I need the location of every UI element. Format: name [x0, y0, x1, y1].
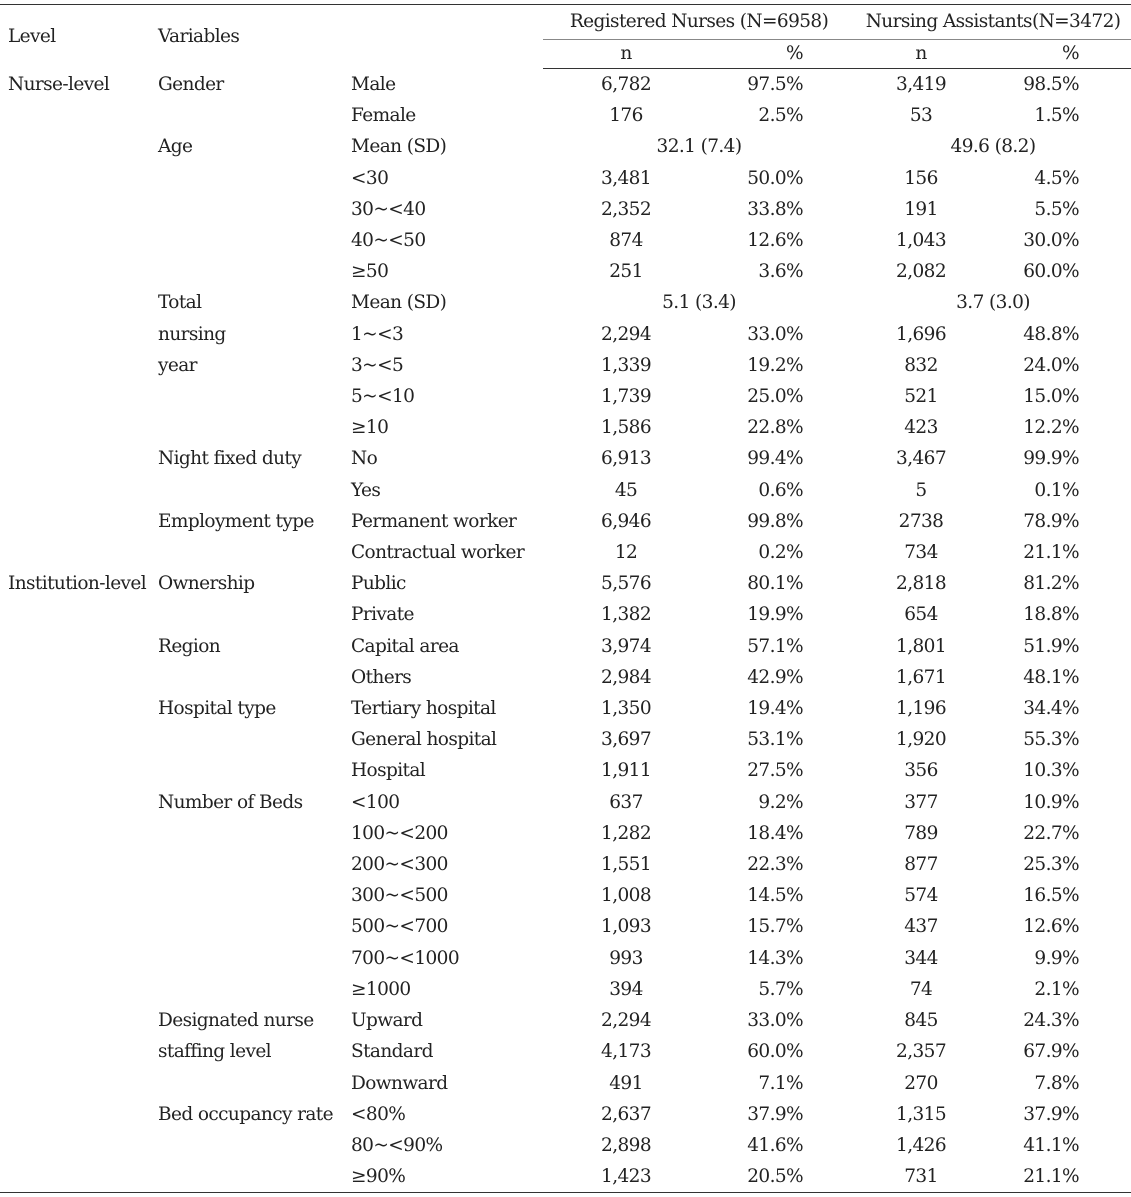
cell-level	[0, 443, 158, 474]
cell-na-n: 845	[904, 1010, 938, 1032]
cell-rn-pct: 33.0%	[747, 323, 804, 345]
cell-level	[0, 163, 158, 194]
cell-variable	[158, 724, 351, 755]
cell-level: Institution-level	[8, 573, 147, 595]
cell-na-n: 191	[904, 198, 938, 220]
cell-na-pct: 16.5%	[1023, 885, 1080, 907]
cell-na-mean-sd: 3.7 (3.0)	[956, 292, 1030, 314]
cell-na-pct: 60.0%	[1023, 261, 1080, 283]
cell-variable	[158, 662, 351, 693]
cell-variable	[158, 537, 351, 568]
table-row	[0, 755, 1131, 786]
cell-rn-pct: 99.8%	[747, 510, 804, 532]
table-row	[0, 256, 1131, 287]
cell-level	[0, 350, 158, 381]
table-row	[0, 100, 1131, 131]
cell-variable	[158, 225, 351, 256]
cell-level	[0, 256, 158, 287]
table-row	[0, 943, 1131, 974]
cell-variable	[158, 475, 351, 506]
cell-na-n: 2,818	[896, 573, 946, 595]
cell-level	[0, 225, 158, 256]
cell-na-pct: 10.3%	[1023, 760, 1080, 782]
cell-level	[0, 194, 158, 225]
table-row	[0, 537, 1131, 568]
cell-category: Hospital	[351, 760, 426, 782]
cell-na-pct: 15.0%	[1023, 386, 1080, 408]
cell-na-n: 3,419	[896, 74, 946, 95]
cell-rn-pct: 0.6%	[758, 479, 804, 501]
cell-variable: Hospital type	[158, 698, 276, 720]
cell-rn-n: 2,637	[601, 1103, 651, 1125]
cell-category: No	[351, 448, 378, 470]
cell-category: Private	[351, 604, 414, 626]
cell-rn-pct: 57.1%	[747, 635, 804, 657]
cell-level	[0, 1068, 158, 1099]
cell-na-pct: 78.9%	[1023, 510, 1080, 532]
table-row	[0, 631, 1131, 662]
cell-rn-pct: 20.5%	[709, 1161, 855, 1193]
cell-rn-pct: 22.3%	[747, 854, 804, 876]
table-row	[0, 319, 1131, 350]
cell-level	[0, 693, 158, 724]
cell-rn-pct: 14.3%	[747, 947, 804, 969]
cell-category: Tertiary hospital	[351, 698, 496, 720]
demographics-table	[0, 4, 1131, 1193]
cell-na-pct: 48.1%	[1023, 666, 1080, 688]
cell-level	[0, 631, 158, 662]
cell-level	[0, 880, 158, 911]
cell-category: Male	[351, 73, 396, 95]
cell-category: 300~<500	[351, 885, 448, 907]
header-row	[0, 5, 1131, 40]
cell-category: 30~<40	[351, 198, 426, 220]
cell-variable: Night fixed duty	[158, 448, 302, 470]
subheader-rn-n: n	[543, 40, 709, 69]
cell-variable: staffing level	[158, 1041, 271, 1063]
cell-category: <80%	[351, 1103, 406, 1125]
cell-na-n: 1,671	[896, 666, 946, 688]
cell-rn-pct: 22.8%	[747, 417, 804, 439]
cell-rn-n: 1,586	[601, 417, 651, 439]
cell-na-n: 437	[904, 916, 938, 938]
cell-na-n: 3,467	[896, 448, 946, 470]
cell-na-pct: 18.8%	[1023, 604, 1080, 626]
cell-variable: Gender	[158, 73, 224, 95]
cell-na-pct: 21.1%	[987, 1161, 1131, 1193]
header-variables: Variables	[158, 5, 543, 69]
cell-na-n: 1,196	[896, 698, 946, 720]
cell-category: Public	[351, 573, 406, 595]
cell-rn-pct: 19.2%	[747, 354, 804, 376]
cell-na-n: 1,801	[896, 635, 946, 657]
cell-category: Female	[351, 105, 416, 127]
cell-category: 3~<5	[351, 354, 404, 376]
cell-rn-pct: 33.8%	[747, 198, 804, 220]
cell-rn-pct: 41.6%	[747, 1134, 804, 1156]
cell-category: ≥1000	[351, 978, 411, 1000]
cell-rn-n: 2,898	[601, 1134, 651, 1156]
cell-na-n: 832	[904, 354, 938, 376]
cell-level	[0, 381, 158, 412]
cell-na-pct: 12.6%	[1023, 916, 1080, 938]
cell-na-n: 344	[904, 947, 938, 969]
table-row	[0, 1036, 1131, 1067]
cell-variable: year	[158, 354, 197, 376]
cell-category: 100~<200	[351, 822, 448, 844]
cell-na-n: 377	[904, 791, 938, 813]
cell-level	[0, 131, 158, 162]
cell-na-pct: 24.0%	[1023, 354, 1080, 376]
cell-rn-mean-sd: 32.1 (7.4)	[656, 136, 742, 158]
cell-na-pct: 48.8%	[1023, 323, 1080, 345]
cell-variable	[158, 599, 351, 630]
cell-rn-n: 6,946	[601, 510, 651, 532]
cell-level	[0, 943, 158, 974]
cell-rn-n: 12	[614, 542, 638, 564]
cell-rn-n: 2,294	[601, 1010, 651, 1032]
cell-rn-pct: 25.0%	[747, 386, 804, 408]
cell-na-n: 356	[904, 760, 938, 782]
table-row	[0, 724, 1131, 755]
header-nursing-assistants: Nursing Assistants(N=3472)	[855, 5, 1131, 40]
cell-category: Capital area	[351, 635, 459, 657]
cell-rn-pct: 19.9%	[747, 604, 804, 626]
table-row	[0, 1130, 1131, 1161]
cell-na-n: 2738	[898, 510, 944, 532]
cell-category: General hospital	[351, 729, 497, 751]
cell-na-pct: 24.3%	[1023, 1010, 1080, 1032]
cell-na-n: 1,315	[896, 1103, 946, 1125]
cell-rn-n: 394	[609, 978, 643, 1000]
cell-rn-n: 2,984	[601, 666, 651, 688]
cell-na-pct: 9.9%	[1034, 947, 1080, 969]
table-row	[0, 1005, 1131, 1036]
cell-variable	[158, 755, 351, 786]
cell-category: 80~<90%	[351, 1134, 443, 1156]
cell-variable	[158, 911, 351, 942]
cell-na-n: 734	[904, 542, 938, 564]
cell-level	[0, 787, 158, 818]
cell-rn-n: 1,339	[601, 354, 651, 376]
subheader-na-n: n	[855, 40, 987, 69]
cell-na-n: 423	[904, 417, 938, 439]
table-row	[0, 1068, 1131, 1099]
cell-rn-pct: 33.0%	[747, 1010, 804, 1032]
cell-rn-n: 251	[609, 261, 643, 283]
cell-variable: Employment type	[158, 510, 314, 532]
table-row	[0, 974, 1131, 1005]
table-row	[0, 475, 1131, 506]
cell-na-n: 574	[904, 885, 938, 907]
cell-variable	[158, 381, 351, 412]
cell-category: Permanent worker	[351, 510, 517, 532]
cell-rn-n: 1,739	[601, 386, 651, 408]
cell-category: 500~<700	[351, 916, 448, 938]
cell-category: <100	[351, 791, 400, 813]
cell-category: Mean (SD)	[351, 292, 447, 314]
cell-variable	[158, 1161, 351, 1193]
cell-variable	[158, 880, 351, 911]
cell-na-n: 156	[904, 167, 938, 189]
cell-level	[0, 974, 158, 1005]
cell-level	[0, 287, 158, 318]
cell-variable: Designated nurse	[158, 1010, 314, 1032]
cell-level	[0, 599, 158, 630]
cell-na-pct: 41.1%	[1023, 1134, 1080, 1156]
cell-category: 40~<50	[351, 230, 426, 252]
cell-level	[0, 662, 158, 693]
cell-rn-pct: 97.5%	[747, 74, 804, 95]
cell-na-n: 1,043	[896, 230, 946, 252]
cell-na-pct: 37.9%	[1023, 1103, 1080, 1125]
cell-variable: Number of Beds	[158, 791, 303, 813]
table-row	[0, 506, 1131, 537]
cell-variable: Ownership	[158, 573, 255, 595]
cell-na-pct: 21.1%	[1023, 542, 1080, 564]
cell-na-n: 74	[909, 978, 933, 1000]
cell-na-pct: 12.2%	[1023, 417, 1080, 439]
cell-rn-n: 176	[609, 105, 643, 127]
cell-na-pct: 98.5%	[1023, 74, 1080, 95]
cell-rn-pct: 42.9%	[747, 666, 804, 688]
cell-level	[0, 1130, 158, 1161]
cell-na-pct: 10.9%	[1023, 791, 1080, 813]
cell-rn-mean-sd: 5.1 (3.4)	[662, 292, 736, 314]
cell-na-n: 731	[855, 1161, 987, 1193]
table-row	[0, 69, 1131, 101]
cell-na-pct: 81.2%	[1023, 573, 1080, 595]
cell-level	[0, 475, 158, 506]
cell-level	[0, 755, 158, 786]
cell-rn-n: 6,913	[601, 448, 651, 470]
cell-na-pct: 4.5%	[1034, 167, 1080, 189]
table-row	[0, 599, 1131, 630]
cell-rn-n: 1,008	[601, 885, 651, 907]
cell-variable	[158, 1130, 351, 1161]
cell-na-pct: 1.5%	[1034, 105, 1080, 127]
cell-rn-n: 1,282	[601, 822, 651, 844]
cell-na-pct: 22.7%	[1023, 822, 1080, 844]
cell-rn-pct: 19.4%	[747, 698, 804, 720]
cell-level	[0, 1099, 158, 1130]
cell-rn-pct: 5.7%	[758, 978, 804, 1000]
cell-level	[0, 911, 158, 942]
cell-rn-n: 1,350	[601, 698, 651, 720]
header-registered-nurses: Registered Nurses (N=6958)	[543, 5, 855, 40]
cell-level	[0, 412, 158, 443]
cell-na-pct: 0.1%	[1034, 479, 1080, 501]
cell-na-n: 5	[915, 479, 927, 501]
table-row	[0, 287, 1131, 318]
cell-na-n: 877	[904, 854, 938, 876]
cell-na-n: 1,426	[896, 1134, 946, 1156]
cell-category: 200~<300	[351, 854, 448, 876]
cell-rn-pct: 80.1%	[747, 573, 804, 595]
cell-level	[0, 506, 158, 537]
cell-na-pct: 5.5%	[1034, 198, 1080, 220]
table-row	[0, 849, 1131, 880]
cell-rn-pct: 18.4%	[747, 822, 804, 844]
cell-na-n: 270	[904, 1072, 938, 1094]
cell-category: Others	[351, 666, 412, 688]
cell-rn-n: 45	[614, 479, 638, 501]
cell-variable	[158, 412, 351, 443]
cell-rn-pct: 15.7%	[747, 916, 804, 938]
cell-rn-n: 2,294	[601, 323, 651, 345]
cell-variable	[158, 943, 351, 974]
cell-level	[0, 1161, 158, 1193]
cell-rn-n: 4,173	[601, 1041, 651, 1063]
cell-na-pct: 51.9%	[1023, 635, 1080, 657]
cell-variable	[158, 974, 351, 1005]
cell-level	[0, 818, 158, 849]
cell-rn-n: 3,974	[601, 635, 651, 657]
cell-rn-pct: 0.2%	[758, 542, 804, 564]
cell-category: Contractual worker	[351, 542, 525, 564]
table-row	[0, 412, 1131, 443]
cell-level	[0, 724, 158, 755]
table-row	[0, 131, 1131, 162]
cell-rn-pct: 27.5%	[747, 760, 804, 782]
cell-category: ≥90%	[351, 1161, 543, 1193]
cell-rn-pct: 7.1%	[758, 1072, 804, 1094]
cell-rn-n: 1,382	[601, 604, 651, 626]
cell-level	[0, 1005, 158, 1036]
cell-variable: Region	[158, 635, 221, 657]
table-row	[0, 381, 1131, 412]
cell-category: Downward	[351, 1072, 448, 1094]
cell-rn-n: 1,551	[601, 854, 651, 876]
table-row	[0, 1099, 1131, 1130]
table-row	[0, 194, 1131, 225]
cell-rn-pct: 50.0%	[747, 167, 804, 189]
cell-na-mean-sd: 49.6 (8.2)	[950, 136, 1036, 158]
cell-variable	[158, 1068, 351, 1099]
cell-variable: nursing	[158, 323, 226, 345]
table-row	[0, 568, 1131, 599]
cell-variable	[158, 100, 351, 131]
cell-category: ≥10	[351, 417, 389, 439]
cell-category: Yes	[351, 479, 381, 501]
cell-rn-pct: 60.0%	[747, 1041, 804, 1063]
cell-na-n: 789	[904, 822, 938, 844]
table-row	[0, 163, 1131, 194]
cell-na-n: 2,082	[896, 261, 946, 283]
cell-na-pct: 25.3%	[1023, 854, 1080, 876]
cell-category: ≥50	[351, 261, 389, 283]
cell-rn-pct: 99.4%	[747, 448, 804, 470]
cell-rn-pct: 53.1%	[747, 729, 804, 751]
cell-level	[0, 849, 158, 880]
cell-level	[0, 1036, 158, 1067]
cell-na-n: 1,696	[896, 323, 946, 345]
table-row	[0, 818, 1131, 849]
cell-na-pct: 34.4%	[1023, 698, 1080, 720]
cell-rn-n: 1,911	[601, 760, 651, 782]
cell-na-pct: 30.0%	[1023, 230, 1080, 252]
table-row	[0, 225, 1131, 256]
cell-variable	[158, 849, 351, 880]
cell-rn-pct: 14.5%	[747, 885, 804, 907]
table-row	[0, 1161, 1131, 1193]
cell-rn-pct: 12.6%	[747, 230, 804, 252]
cell-category: <30	[351, 167, 389, 189]
cell-category: Standard	[351, 1041, 433, 1063]
cell-rn-n: 3,697	[601, 729, 651, 751]
cell-category: 1~<3	[351, 323, 404, 345]
cell-variable: Total	[158, 292, 202, 314]
cell-na-n: 1,920	[896, 729, 946, 751]
cell-variable	[158, 163, 351, 194]
cell-level	[0, 100, 158, 131]
table-row	[0, 350, 1131, 381]
cell-rn-n: 993	[609, 947, 643, 969]
cell-rn-n: 1,423	[543, 1161, 709, 1193]
cell-rn-n: 874	[609, 230, 643, 252]
header-level: Level	[0, 5, 158, 69]
cell-category: 5~<10	[351, 386, 415, 408]
cell-na-pct: 55.3%	[1023, 729, 1080, 751]
cell-na-pct: 67.9%	[1023, 1041, 1080, 1063]
cell-category: Mean (SD)	[351, 136, 447, 158]
cell-na-n: 53	[909, 105, 933, 127]
cell-variable: Age	[158, 136, 193, 158]
cell-rn-n: 491	[609, 1072, 643, 1094]
cell-level	[0, 537, 158, 568]
cell-category: Upward	[351, 1010, 423, 1032]
cell-rn-n: 5,576	[601, 573, 651, 595]
table-row	[0, 911, 1131, 942]
cell-variable: Bed occupancy rate	[158, 1103, 333, 1125]
cell-level	[0, 319, 158, 350]
cell-na-n: 654	[904, 604, 938, 626]
table-row	[0, 662, 1131, 693]
table-row	[0, 443, 1131, 474]
cell-rn-n: 1,093	[601, 916, 651, 938]
cell-variable	[158, 818, 351, 849]
cell-rn-n: 2,352	[601, 198, 651, 220]
cell-na-pct: 2.1%	[1034, 978, 1080, 1000]
cell-category: 700~<1000	[351, 947, 459, 969]
cell-variable	[158, 256, 351, 287]
cell-level: Nurse-level	[8, 73, 110, 95]
table-row	[0, 787, 1131, 818]
table-row	[0, 880, 1131, 911]
subheader-na-pct: %	[987, 40, 1131, 69]
cell-variable	[158, 194, 351, 225]
cell-rn-n: 3,481	[601, 167, 651, 189]
cell-rn-pct: 3.6%	[758, 261, 804, 283]
cell-na-n: 521	[904, 386, 938, 408]
cell-na-pct: 99.9%	[1023, 448, 1080, 470]
cell-rn-n: 637	[609, 791, 643, 813]
cell-rn-n: 6,782	[601, 74, 651, 95]
cell-rn-pct: 2.5%	[758, 105, 804, 127]
table-row	[0, 693, 1131, 724]
subheader-rn-pct: %	[709, 40, 855, 69]
cell-na-n: 2,357	[896, 1041, 946, 1063]
cell-rn-pct: 37.9%	[747, 1103, 804, 1125]
cell-na-pct: 7.8%	[1034, 1072, 1080, 1094]
cell-rn-pct: 9.2%	[758, 791, 804, 813]
